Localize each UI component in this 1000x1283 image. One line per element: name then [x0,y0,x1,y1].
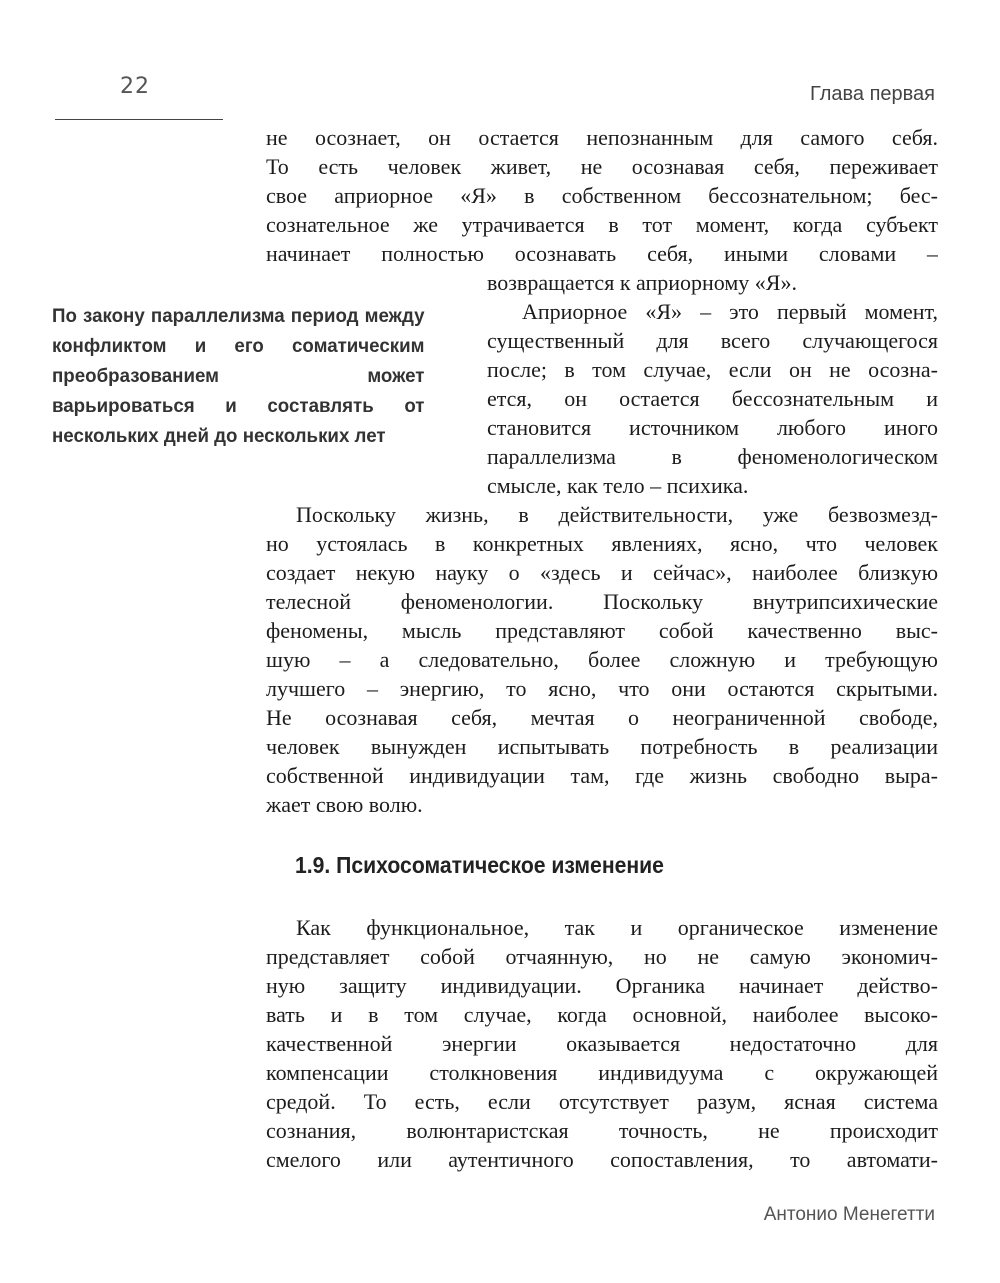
body-line: Поскольку жизнь, в действительности, уже безвозмезд- [296,502,938,527]
page-number: 22 [120,74,150,99]
body-line: свое априорное «Я» в собственном бессознательном; бес- [266,183,938,208]
body-line: собственной индивидуации там, где жизнь свободно выра- [266,763,938,788]
body-line: становится источником любого иного [487,415,938,440]
body-line: телесной феноменологии. Поскольку внутрипсихические [266,589,938,614]
section-line: сознания, волюнтаристская точность, не происходит [266,1118,938,1143]
body-line: существенный для всего случающегося [487,328,938,353]
section-line: вать и в том случае, когда основной, наиболее высоко- [266,1002,938,1027]
body-line: Априорное «Я» – это первый момент, [522,299,938,324]
section-line: качественной энергии оказывается недостаточно для [266,1031,938,1056]
author-footer: Антонио Менегетти [763,1204,935,1225]
body-line: То есть человек живет, не осознавая себя, переживает [266,154,938,179]
body-line: Не осознавая себя, мечтая о неограниченной свободе, [266,705,938,730]
body-line: возвращается к априорному «Я». [487,270,797,295]
body-line: параллелизма в феноменологическом [487,444,938,469]
body-line: феномены, мысль представляют собой качественно выс- [266,618,938,643]
header-rule [55,119,223,120]
section-line: средой. То есть, если отсутствует разум, ясная система [266,1089,938,1114]
section-line: представляет собой отчаянную, но не самую экономич- [266,944,938,969]
body-line: ется, он остается бессознательным и [487,386,938,411]
section-heading: 1.9. Психосоматическое изменение [295,852,664,878]
section-line: компенсации столкновения индивидуума с окружающей [266,1060,938,1085]
body-line: лучшего – энергию, то ясно, что они остаются скрытыми. [266,676,938,701]
body-line: не осознает, он остается непознанным для самого себя. [266,125,938,150]
body-line: начинает полностью осознавать себя, иными словами – [266,241,938,266]
body-line: после; в том случае, если он не осозна- [487,357,938,382]
section-line: смелого или аутентичного сопоставления, то автомати- [266,1147,938,1172]
chapter-title: Глава первая [809,83,935,105]
body-line: создает некую науку о «здесь и сейчас», наиболее близкую [266,560,938,585]
sidenote: По закону параллелизма период между конфликтом и его соматическим преобразованием может варьироваться и составлять от нескольких дней до нескольких лет [52,305,425,447]
body-line: шую – а следовательно, более сложную и требующую [266,647,938,672]
body-line: но устоялась в конкретных явлениях, ясно, что человек [266,531,938,556]
section-line: ную защиту индивидуации. Органика начинает действо- [266,973,938,998]
body-line: сознательное же утрачивается в тот момент, когда субъект [266,212,938,237]
body-line: человек вынужден испытывать потребность в реализации [266,734,938,759]
section-line: Как функциональное, так и органическое изменение [296,915,938,940]
body-line: смысле, как тело – психика. [487,473,749,498]
body-line: жает свою волю. [266,792,423,817]
